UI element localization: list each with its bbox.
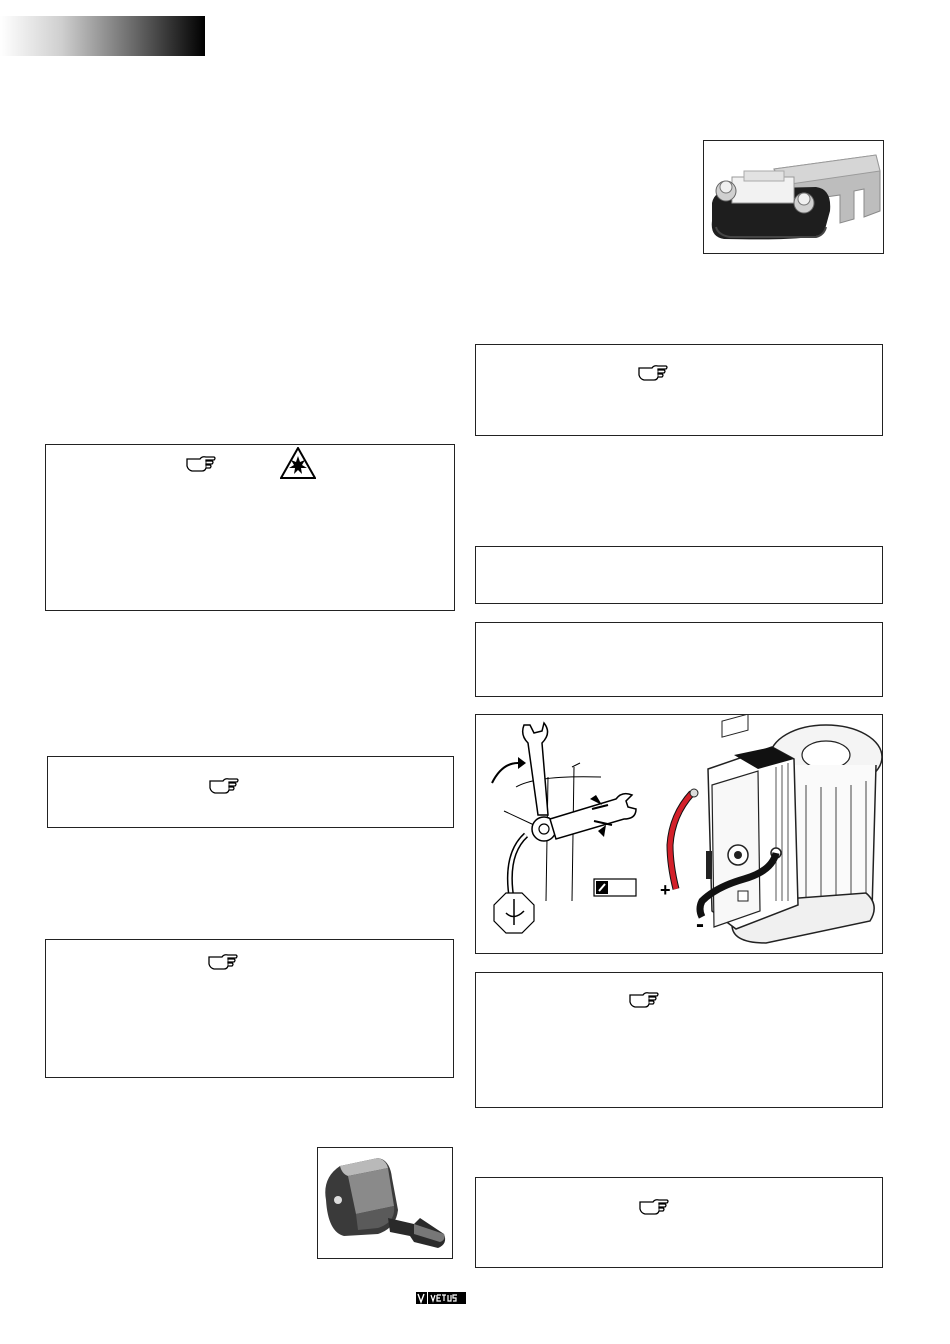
note-box-right-2 (475, 972, 883, 1108)
explosion-warning-icon (280, 447, 316, 479)
pointing-hand-icon (629, 990, 659, 1008)
motor-connection-figure (475, 714, 883, 954)
fuse-holder-illustration (704, 141, 883, 253)
pointing-hand-icon (186, 454, 216, 472)
wrench-tightening-illustration (476, 715, 882, 953)
note-box-right-3 (475, 1177, 883, 1268)
battery-switch-illustration (318, 1148, 452, 1258)
note-box-left-2 (45, 939, 454, 1078)
note-box-right-1 (475, 344, 883, 436)
header-gradient-bar (0, 16, 205, 56)
negative-label: - (696, 911, 704, 938)
pointing-hand-icon (209, 776, 239, 794)
vetus-logo (416, 1292, 466, 1304)
note-box-left-1 (47, 756, 454, 828)
warning-box-explosion (45, 444, 455, 611)
fuse-holder-figure (703, 140, 884, 254)
info-box-right-1 (475, 546, 883, 604)
pointing-hand-icon (638, 363, 668, 381)
info-box-right-2 (475, 622, 883, 697)
pointing-hand-icon (639, 1197, 669, 1215)
positive-label: + (660, 880, 671, 900)
battery-switch-figure (317, 1147, 453, 1259)
pointing-hand-icon (208, 952, 238, 970)
